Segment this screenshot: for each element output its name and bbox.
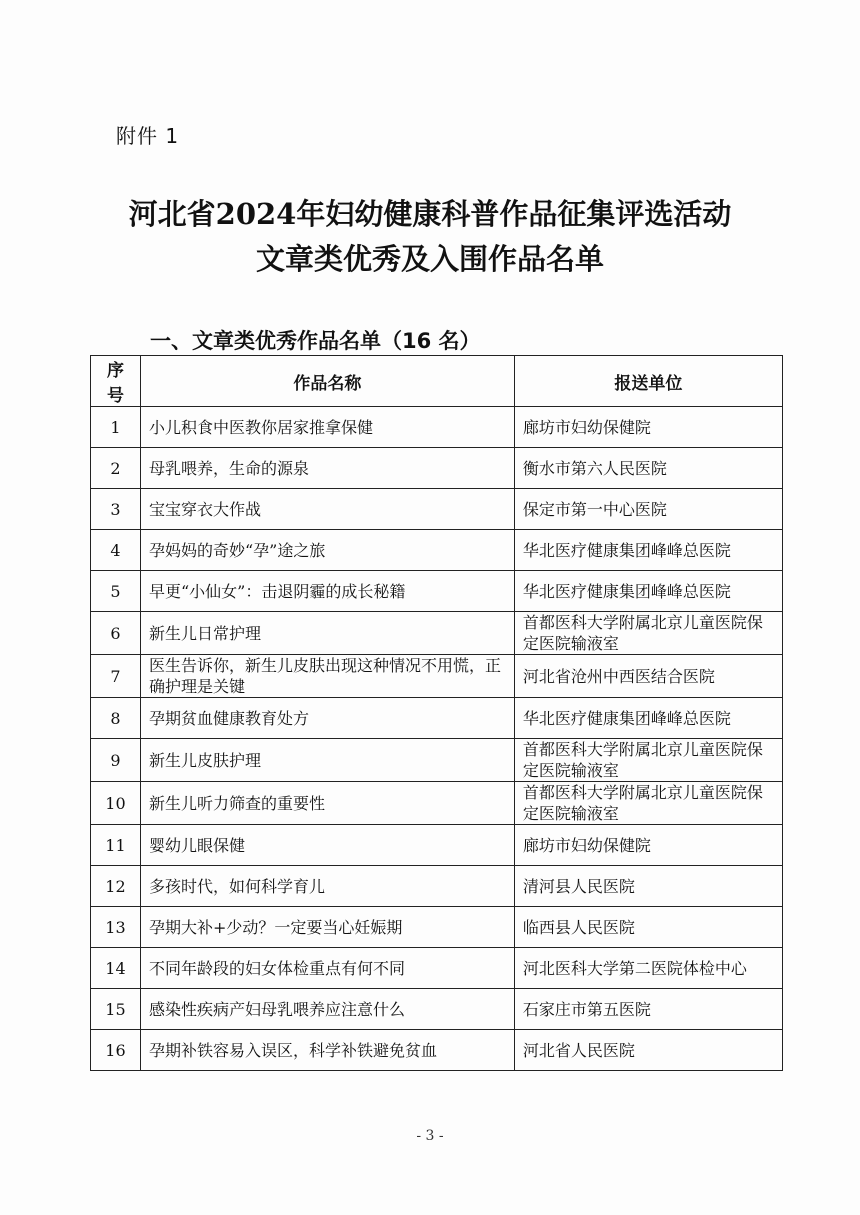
row-work-title: 孕妈妈的奇妙“孕”途之旅 xyxy=(140,530,514,571)
document-title-line-1: 河北省2024年妇幼健康科普作品征集评选活动 xyxy=(128,197,732,231)
row-index: 1 xyxy=(91,407,141,448)
table-row xyxy=(91,655,783,698)
row-work-title: 医生告诉你，新生儿皮肤出现这种情况不用慌，正确护理是关键 xyxy=(140,655,514,698)
section-heading: 一、文章类优秀作品名单（16 名） xyxy=(150,329,481,353)
row-index: 3 xyxy=(91,489,141,530)
table-row xyxy=(91,489,783,530)
table-row xyxy=(91,698,783,739)
row-index: 8 xyxy=(91,698,141,739)
table-row xyxy=(91,907,783,948)
table-row xyxy=(91,530,783,571)
row-index: 12 xyxy=(91,866,141,907)
row-submitting-unit: 华北医疗健康集团峰峰总医院 xyxy=(514,698,782,739)
row-work-title: 感染性疾病产妇母乳喂养应注意什么 xyxy=(140,989,514,1030)
row-index: 15 xyxy=(91,989,141,1030)
row-work-title: 婴幼儿眼保健 xyxy=(140,825,514,866)
row-work-title: 新生儿听力筛查的重要性 xyxy=(140,782,514,825)
row-index: 11 xyxy=(91,825,141,866)
row-work-title: 孕期大补+少动？一定要当心妊娠期 xyxy=(140,907,514,948)
table-row xyxy=(91,825,783,866)
row-index: 9 xyxy=(91,739,141,782)
row-index: 10 xyxy=(91,782,141,825)
row-submitting-unit: 保定市第一中心医院 xyxy=(514,489,782,530)
row-index: 5 xyxy=(91,571,141,612)
row-index: 16 xyxy=(91,1030,141,1071)
row-submitting-unit: 首都医科大学附属北京儿童医院保定医院输液室 xyxy=(514,739,782,782)
row-work-title: 母乳喂养，生命的源泉 xyxy=(140,448,514,489)
table-header-row xyxy=(91,356,783,407)
table-row xyxy=(91,989,783,1030)
table-row xyxy=(91,782,783,825)
header-index: 序号 xyxy=(91,356,141,407)
table-row xyxy=(91,1030,783,1071)
row-work-title: 多孩时代，如何科学育儿 xyxy=(140,866,514,907)
table-row xyxy=(91,948,783,989)
row-submitting-unit: 首都医科大学附属北京儿童医院保定医院输液室 xyxy=(514,612,782,655)
row-work-title: 新生儿皮肤护理 xyxy=(140,739,514,782)
row-index: 2 xyxy=(91,448,141,489)
table-row xyxy=(91,571,783,612)
row-submitting-unit: 华北医疗健康集团峰峰总医院 xyxy=(514,530,782,571)
header-work-title: 作品名称 xyxy=(140,356,514,407)
row-work-title: 新生儿日常护理 xyxy=(140,612,514,655)
row-index: 6 xyxy=(91,612,141,655)
works-table xyxy=(90,355,783,1071)
row-work-title: 孕期贫血健康教育处方 xyxy=(140,698,514,739)
row-submitting-unit: 衡水市第六人民医院 xyxy=(514,448,782,489)
row-submitting-unit: 华北医疗健康集团峰峰总医院 xyxy=(514,571,782,612)
row-submitting-unit: 清河县人民医院 xyxy=(514,866,782,907)
row-index: 14 xyxy=(91,948,141,989)
row-work-title: 不同年龄段的妇女体检重点有何不同 xyxy=(140,948,514,989)
row-submitting-unit: 河北省沧州中西医结合医院 xyxy=(514,655,782,698)
row-work-title: 宝宝穿衣大作战 xyxy=(140,489,514,530)
row-submitting-unit: 首都医科大学附属北京儿童医院保定医院输液室 xyxy=(514,782,782,825)
attachment-label: 附件 1 xyxy=(116,124,180,148)
header-submitting-unit: 报送单位 xyxy=(514,356,782,407)
table-row xyxy=(91,407,783,448)
row-work-title: 小儿积食中医教你居家推拿保健 xyxy=(140,407,514,448)
row-index: 4 xyxy=(91,530,141,571)
row-submitting-unit: 廊坊市妇幼保健院 xyxy=(514,825,782,866)
row-submitting-unit: 河北省人民医院 xyxy=(514,1030,782,1071)
table-row xyxy=(91,448,783,489)
page-number: - 3 - xyxy=(416,1128,444,1144)
row-work-title: 孕期补铁容易入误区，科学补铁避免贫血 xyxy=(140,1030,514,1071)
row-submitting-unit: 临西县人民医院 xyxy=(514,907,782,948)
row-submitting-unit: 廊坊市妇幼保健院 xyxy=(514,407,782,448)
row-index: 7 xyxy=(91,655,141,698)
row-work-title: 早更“小仙女”：击退阴霾的成长秘籍 xyxy=(140,571,514,612)
table-row xyxy=(91,612,783,655)
table-row xyxy=(91,739,783,782)
row-submitting-unit: 河北医科大学第二医院体检中心 xyxy=(514,948,782,989)
table-row xyxy=(91,866,783,907)
row-index: 13 xyxy=(91,907,141,948)
row-submitting-unit: 石家庄市第五医院 xyxy=(514,989,782,1030)
document-title-line-2: 文章类优秀及入围作品名单 xyxy=(255,242,604,276)
